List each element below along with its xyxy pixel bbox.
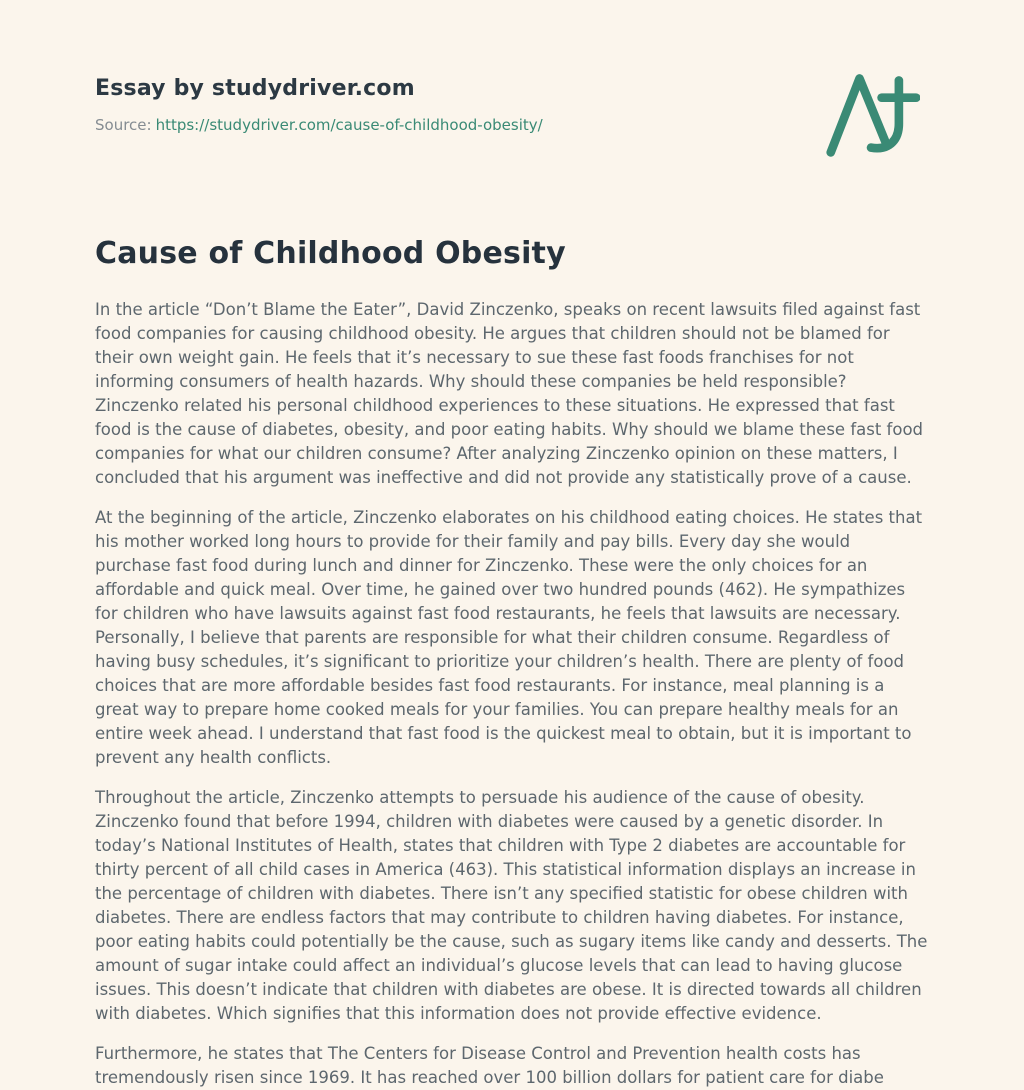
essay-body (95, 236, 930, 1090)
article-paragraph: In the article “Don’t Blame the Eater”, David Zinczenko, speaks on recent lawsuits filed against fast food companies for causing childhood obesity. He argues that children should not be blamed for their own weight gain. He feels that it’s necessary to sue these fast foods franchises for not informing consumers of health hazards. Why should these companies be held responsible? Zinczenko related his personal childhood experiences to these situations. He expressed that fast food is the cause of diabetes, obesity, and poor eating habits. Why should we blame these fast food companies for what our children consume? After analyzing Zinczenko opinion on these matters, I concluded that his argument was ineffective and did not provide any statistically prove of a cause. (95, 300, 924, 487)
article-title: Cause of Childhood Obesity (95, 236, 566, 271)
article-paragraph: Throughout the article, Zinczenko attempts to persuade his audience of the cause of obesity. Zinczenko found that before 1994, children with diabetes were caused by a genetic disorder. In today’s National Institutes of Health, states that children with Type 2 diabetes are accountable for thirty percent of all child cases in America (463). This statistical information displays an increase in the percentage of children with diabetes. There isn’t any specified statistic for obese children with diabetes. There are endless factors that may contribute to children having diabetes. For instance, poor eating habits could potentially be the cause, such as sugary items like candy and desserts. The amount of sugar intake could affect an individual’s glucose levels that can lead to having glucose issues. This doesn’t indicate that children with diabetes are obese. It is directed towards all children with diabetes. Which signifies that this information does not provide effective evidence. (95, 788, 928, 1023)
essay-byline: Essay by studydriver.com (95, 76, 415, 101)
article-paragraph: At the beginning of the article, Zinczenko elaborates on his childhood eating choices. He states that his mother worked long hours to provide for their family and pay bills. Every day she would purchase fast food during lunch and dinner for Zinczenko. These were the only choices for an affordable and quick meal. Over time, he gained over two hundred pounds (462). He sympathizes for children who have lawsuits against fast food restaurants, he feels that lawsuits are necessary. Personally, I believe that parents are responsible for what their children consume. Regardless of having busy schedules, it’s significant to prioritize your children’s health. There are plenty of food choices that are more affordable besides fast food restaurants. For instance, meal planning is a great way to prepare home cooked meals for your families. You can prepare healthy meals for an entire week ahead. I understand that fast food is the quickest meal to obtain, but it is important to prevent any health conflicts. (95, 508, 923, 767)
studydriver-logo-icon (824, 66, 920, 162)
article-paragraph: Furthermore, he states that The Centers for Disease Control and Prevention health costs has tremendously risen since 1969. It has reached over 100 billion dollars for patient care for diabe (95, 1044, 884, 1087)
source-row (95, 116, 930, 134)
studydriver-logo (824, 66, 920, 162)
document-header (95, 0, 930, 134)
source-url-link[interactable]: https://studydriver.com/cause-of-childhood-obesity/ (155, 116, 543, 134)
source-label: Source: (95, 116, 152, 134)
